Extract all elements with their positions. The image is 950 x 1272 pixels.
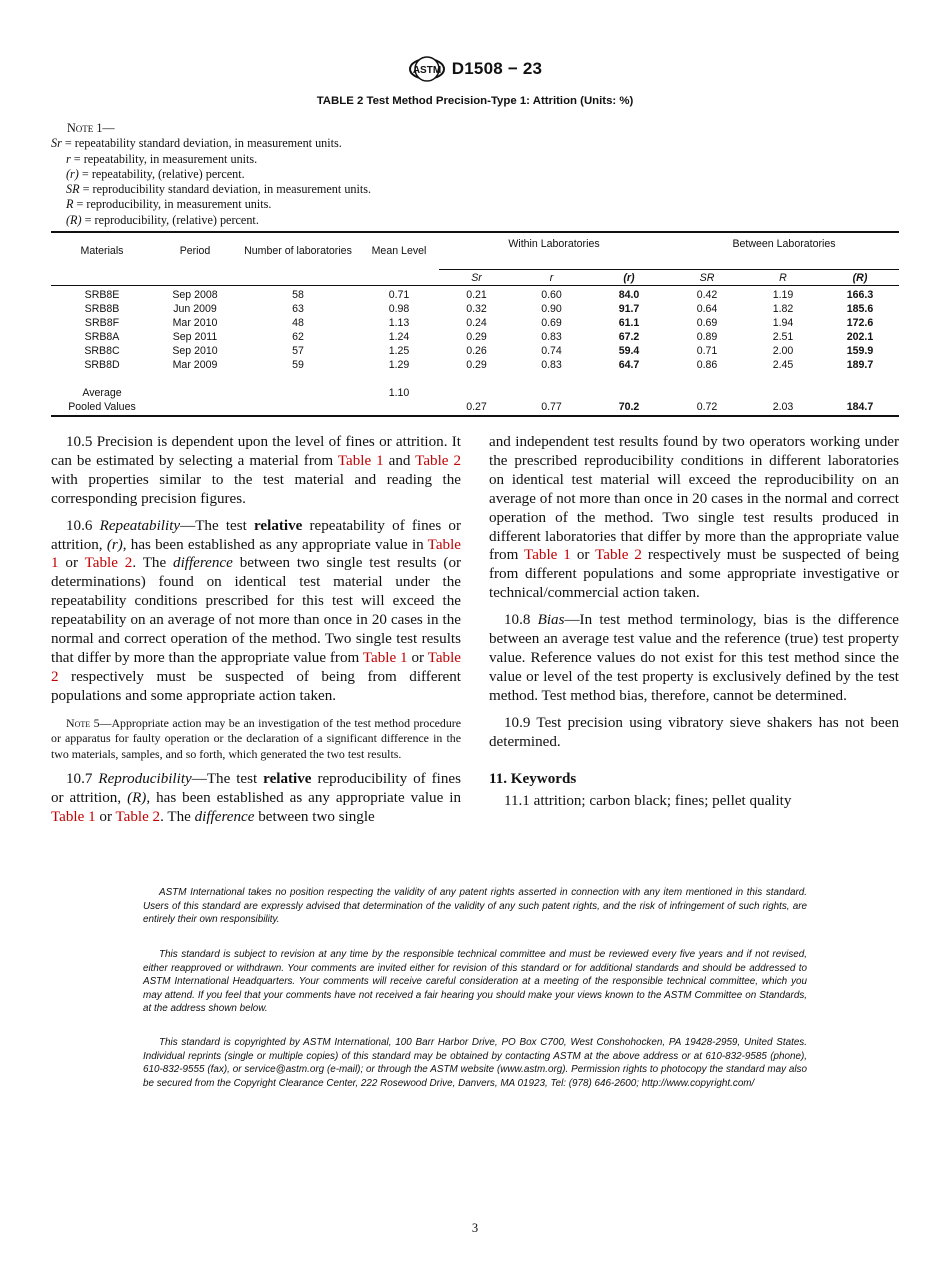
section-10-6: 10.6 Repeatability—The test relative repeatability of fines or attrition, (r), has been established as any appropriate value in Table 1 or Table 2. The difference between two single test results (or determinations) found on identical test material under the repeatability conditions prescribed for this test will exceed the repeatability on an average of not more than once in 20 cases in the normal and correct operation of the method. Two single test results that differ by more than the appropriate value from Table 1 or Table 2 respectively must be suspected of being from different populations and some appropriate action taken. [51, 517, 462, 704]
section-10-9: 10.9 Test precision using vibratory sieve shakers has not been determined. [489, 714, 899, 750]
header-R: R [745, 270, 821, 286]
note-definition: (r) = repeatability, (relative) percent. [66, 166, 245, 181]
header-r-relative: (r) [589, 270, 669, 286]
revision-disclaimer: This standard is subject to revision at any time by the responsible technical committee and must be reviewed every five years and if not revised, either reapproved or withdrawn. Your comments are invited either for revision of this standard or for additional standards and should be addressed to ASTM International Headquarters. Your comments will receive careful consideration at a meeting of the responsible technical committee, which you may attend. If you feel that your comments have not received a fair hearing you should make your views known to the ASTM Committee on Standards, at the address shown below. [143, 949, 807, 1015]
section-10-5: 10.5 Precision is dependent upon the level of fines or attrition. It can be estimated by selecting a material from Table 1 and Table 2 with properties similar to the test material and reading the corresponding precision figures. [51, 434, 462, 507]
link-table-2[interactable]: Table 2 [415, 452, 462, 469]
header-within-labs: Within Laboratories [439, 232, 669, 270]
link-table-2[interactable]: Table 2 [51, 649, 461, 685]
header-num-labs: Number of laboratories [237, 232, 359, 270]
page-number: 3 [471, 1221, 479, 1235]
note-definition: R = reproducibility, in measurement units. [66, 197, 272, 212]
link-table-1[interactable]: Table 1 [337, 452, 384, 469]
link-table-1[interactable]: Table 1 [524, 547, 571, 564]
table-row: SRB8F Mar 2010 48 1.13 0.24 0.69 61.1 0.69 1.94 172.6 [84, 317, 874, 329]
table-row-average: Average 1.10 [82, 387, 410, 399]
note-label: Note 1— [67, 121, 115, 135]
link-table-1[interactable]: Table 1 [362, 649, 408, 666]
table-row: SRB8B Jun 2009 63 0.98 0.32 0.90 91.7 0.64 1.82 185.6 [84, 303, 874, 315]
table-note [51, 121, 371, 228]
document-id: D1508 − 23 [451, 59, 543, 78]
header-R-relative: (R) [821, 270, 899, 286]
note-definition: Sr = repeatability standard deviation, in measurement units. [51, 136, 342, 151]
note-definition: (R) = reproducibility, (relative) percent. [66, 212, 259, 227]
section-11-heading: 11. Keywords [489, 770, 577, 787]
link-table-2[interactable]: Table 2 [115, 808, 161, 825]
link-table-2[interactable]: Table 2 [84, 555, 133, 572]
link-table-2[interactable]: Table 2 [595, 547, 642, 564]
link-table-1[interactable]: Table 1 [51, 536, 461, 572]
link-table-1[interactable]: Table 1 [51, 808, 96, 825]
left-column [51, 433, 461, 835]
header-between-labs: Between Laboratories [669, 232, 899, 270]
header-materials: Materials [51, 232, 153, 270]
section-10-8: 10.8 Bias—In test method terminology, bias is the difference between an average test value and the reference (true) test property value. Reference values do not exist for this test method since the value or level of the test property is exclusively defined by the test method. Test method bias, therefore, cannot be determined. [489, 612, 899, 704]
patent-disclaimer: ASTM International takes no position respecting the validity of any patent rights asserted in connection with any item mentioned in this standard. Users of this standard are expressly advised that determination of the validity of any such patent rights, and the risk of infringement of such rights, are entirely their own responsibility. [143, 887, 807, 926]
header-r: r [514, 270, 589, 286]
table-title: TABLE 2 Test Method Precision-Type 1: Attrition (Units: %) [316, 95, 634, 107]
header-mean-level: Mean Level [359, 232, 439, 270]
header-SR: SR [669, 270, 745, 286]
table-row: SRB8A Sep 2011 62 1.24 0.29 0.83 67.2 0.89 2.51 202.1 [84, 331, 874, 343]
astm-logo-icon [408, 53, 446, 85]
note-definition: SR = reproducibility standard deviation, in measurement units. [66, 182, 372, 197]
table-row: SRB8C Sep 2010 57 1.25 0.26 0.74 59.4 0.71 2.00 159.9 [84, 345, 874, 357]
note-5: Note 5—Appropriate action may be an investigation of the test method procedure or apparatus for faulty operation or the declaration of a significant difference in the two materials, samples, and so forth, which generated the two test results. [51, 715, 461, 761]
note-definition: r = repeatability, in measurement units. [66, 151, 258, 166]
section-11-1: 11.1 attrition; carbon black; fines; pellet quality [504, 793, 792, 810]
header-period: Period [153, 232, 237, 270]
table-row: SRB8E Sep 2008 58 0.71 0.21 0.60 84.0 0.42 1.19 166.3 [84, 289, 874, 301]
right-column [489, 433, 899, 819]
document-header [0, 53, 950, 90]
header-sr: Sr [439, 270, 514, 286]
table-row: SRB8D Mar 2009 59 1.29 0.29 0.83 64.7 0.86 2.45 189.7 [84, 359, 874, 371]
svg-text:ASTM: ASTM [412, 65, 441, 76]
copyright-notice: This standard is copyrighted by ASTM International, 100 Barr Harbor Drive, PO Box C700, West Conshohocken, PA 19428-2959, United States. Individual reprints (single or multiple copies) of this standard may be obtained by contacting ASTM at the above address or at 610-832-9585 (phone), 610-832-9555 (fax), or service@astm.org (e-mail); or through the ASTM website (www.astm.org). Permission rights to photocopy the standard may also be secured from the Copyright Clearance Center, 222 Rosewood Drive, Danvers, MA 01923, Tel: (978) 646-2600; http://www.copyright.com/ [143, 1037, 807, 1089]
section-10-7-continued: and independent test results found by two operators working under the prescribed reproducibility conditions in different laboratories on identical test material will exceed the reproducibility on an average of not more than once in 20 cases in the normal and correct operation of the method. Two single test results produced in different laboratories that differ by more than the appropriate value from Table 1 or Table 2 respectively must be suspected of being from different populations and some appropriate investigative or technical/commercial action taken. [489, 434, 900, 602]
precision-table [51, 231, 899, 417]
table-row-pooled: Pooled Values 0.27 0.77 70.2 0.72 2.03 184.7 [51, 400, 899, 416]
section-10-7: 10.7 Reproducibility—The test relative reproducibility of fines or attrition, (R), has been established as any appropriate value in Table 1 or Table 2. The difference between two single [51, 770, 461, 825]
